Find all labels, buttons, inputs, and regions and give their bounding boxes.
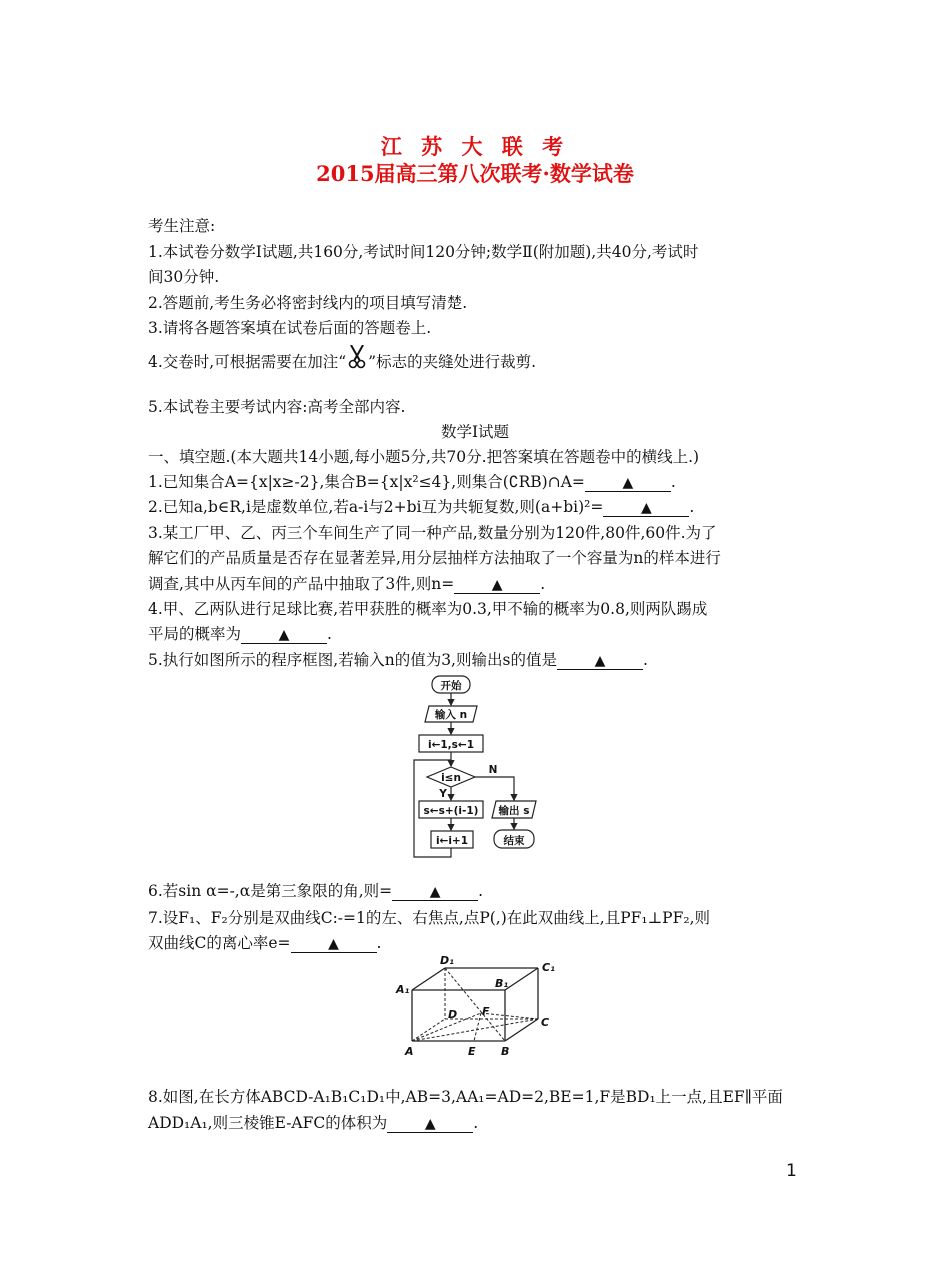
question-7-line-1: 7.设F₁、F₂分别是双曲线C:-=1的左、右焦点,点P(,)在此双曲线上,且PF₁⊥PF₂,则 bbox=[148, 909, 710, 927]
question-3-line-3: 调查,其中从丙车间的产品中抽取了3件,则n= ▲ . bbox=[148, 575, 546, 593]
flow-no-label: N bbox=[488, 764, 498, 776]
notice-item-5: 5.本试卷主要考试内容:高考全部内容. bbox=[148, 398, 406, 416]
question-8-line-1: 8.如图,在长方体ABCD-A₁B₁C₁D₁中,AB=3,AA₁=AD=2,BE=1,F是BD₁上一点,且EF∥平面 bbox=[148, 1088, 783, 1106]
flow-yes-label: Y bbox=[439, 788, 447, 800]
flow-input-label: 输入 n bbox=[434, 709, 468, 721]
notice-item-4-after: ”标志的夹缝处进行裁剪. bbox=[368, 353, 536, 371]
question-4-line-1: 4.甲、乙两队进行足球比赛,若甲获胜的概率为0.3,甲不输的概率为0.8,则两队踢成 bbox=[148, 600, 708, 618]
label-C: C bbox=[541, 1016, 550, 1029]
answer-blank: ▲ bbox=[291, 936, 377, 953]
question-1-text: 1.已知集合A={x|x≥-2},集合B={x|x²≤4},则集合(∁RB)∩A= bbox=[148, 473, 585, 491]
notice-item-1-line-2: 间30分钟. bbox=[148, 268, 220, 286]
flow-output-label: 输出 s bbox=[498, 805, 530, 817]
label-C1: C₁ bbox=[542, 961, 555, 974]
answer-blank: ▲ bbox=[454, 577, 540, 594]
answer-blank: ▲ bbox=[557, 653, 643, 670]
question-7-text: 双曲线C的离心率e= bbox=[148, 934, 291, 952]
answer-blank: ▲ bbox=[241, 627, 327, 644]
cuboid-figure bbox=[395, 952, 565, 1072]
notice-item-3: 3.请将各题答案填在试卷后面的答题卷上. bbox=[148, 319, 432, 337]
question-6: 6.若sin α=-,α是第三象限的角,则= ▲ . bbox=[148, 882, 484, 900]
flow-end-label: 结束 bbox=[503, 835, 525, 847]
flowchart-figure bbox=[405, 673, 550, 863]
scissors-icon bbox=[346, 345, 368, 369]
label-E: E bbox=[468, 1045, 476, 1058]
question-4-text: 平局的概率为 bbox=[148, 625, 242, 643]
exam-subtitle: 2015届高三第八次联考·数学试卷 bbox=[316, 161, 634, 186]
question-1: 1.已知集合A={x|x≥-2},集合B={x|x²≤4},则集合(∁RB)∩A= ▲ . bbox=[148, 473, 676, 491]
label-B1: B₁ bbox=[495, 977, 509, 990]
question-3-text: 调查,其中从丙车间的产品中抽取了3件,则n= bbox=[148, 575, 455, 593]
section-title: 数学Ⅰ试题 bbox=[440, 423, 510, 441]
question-4-line-2: 平局的概率为 ▲ . bbox=[148, 625, 332, 643]
question-7-line-2: 双曲线C的离心率e= ▲ . bbox=[148, 934, 382, 952]
page-number: 1 bbox=[786, 1161, 797, 1181]
question-6-text: 6.若sin α=-,α是第三象限的角,则= bbox=[148, 882, 393, 900]
label-D: D bbox=[448, 1008, 458, 1021]
answer-blank: ▲ bbox=[585, 475, 671, 492]
notice-item-1-line-1: 1.本试卷分数学Ⅰ试题,共160分,考试时间120分钟;数学Ⅱ(附加题),共40分,考试时 bbox=[148, 243, 699, 261]
flow-init-label: i←1,s←1 bbox=[427, 739, 475, 751]
notice-item-4-before: 4.交卷时,可根据需要在加注“ bbox=[148, 353, 347, 371]
question-3-line-1: 3.某工厂甲、乙、丙三个车间生产了同一种产品,数量分别为120件,80件,60件.为了 bbox=[148, 524, 717, 542]
question-2: 2.已知a,b∈R,i是虚数单位,若a-i与2+bi互为共轭复数,则(a+bi)²= ▲ . bbox=[148, 498, 695, 516]
question-3-line-2: 解它们的产品质量是否存在显著差异,用分层抽样方法抽取了一个容量为n的样本进行 bbox=[148, 549, 721, 567]
notice-item-4 bbox=[148, 345, 536, 372]
notice-item-2: 2.答题前,考生务必将密封线内的项目填写清楚. bbox=[148, 294, 468, 312]
flow-assign-i-label: i←i+1 bbox=[435, 835, 469, 847]
answer-blank: ▲ bbox=[392, 884, 478, 901]
label-A: A bbox=[405, 1045, 414, 1058]
label-A1: A₁ bbox=[396, 983, 410, 996]
question-2-text: 2.已知a,b∈R,i是虚数单位,若a-i与2+bi互为共轭复数,则(a+bi)²= bbox=[148, 498, 604, 516]
question-5-text: 5.执行如图所示的程序框图,若输入n的值为3,则输出s的值是 bbox=[148, 651, 557, 669]
label-F: F bbox=[482, 1005, 490, 1018]
flow-start-label: 开始 bbox=[440, 680, 462, 692]
flow-condition-label: i≤n bbox=[441, 772, 461, 784]
flow-assign-s-label: s←s+(i-1) bbox=[423, 805, 479, 817]
exam-title: 江 苏 大 联 考 bbox=[380, 134, 570, 159]
label-D1: D₁ bbox=[440, 954, 454, 967]
notice-heading: 考生注意: bbox=[148, 217, 216, 235]
section-instruction: 一、填空题.(本大题共14小题,每小题5分,共70分.把答案填在答题卷中的横线上.) bbox=[148, 448, 700, 466]
question-8-text: ADD₁A₁,则三棱锥E-AFC的体积为 bbox=[148, 1114, 388, 1132]
answer-blank: ▲ bbox=[387, 1116, 473, 1133]
question-5: 5.执行如图所示的程序框图,若输入n的值为3,则输出s的值是 ▲ . bbox=[148, 651, 648, 669]
label-B: B bbox=[501, 1045, 510, 1058]
question-8-line-2: ADD₁A₁,则三棱锥E-AFC的体积为 ▲ . bbox=[148, 1114, 479, 1132]
answer-blank: ▲ bbox=[603, 500, 689, 517]
